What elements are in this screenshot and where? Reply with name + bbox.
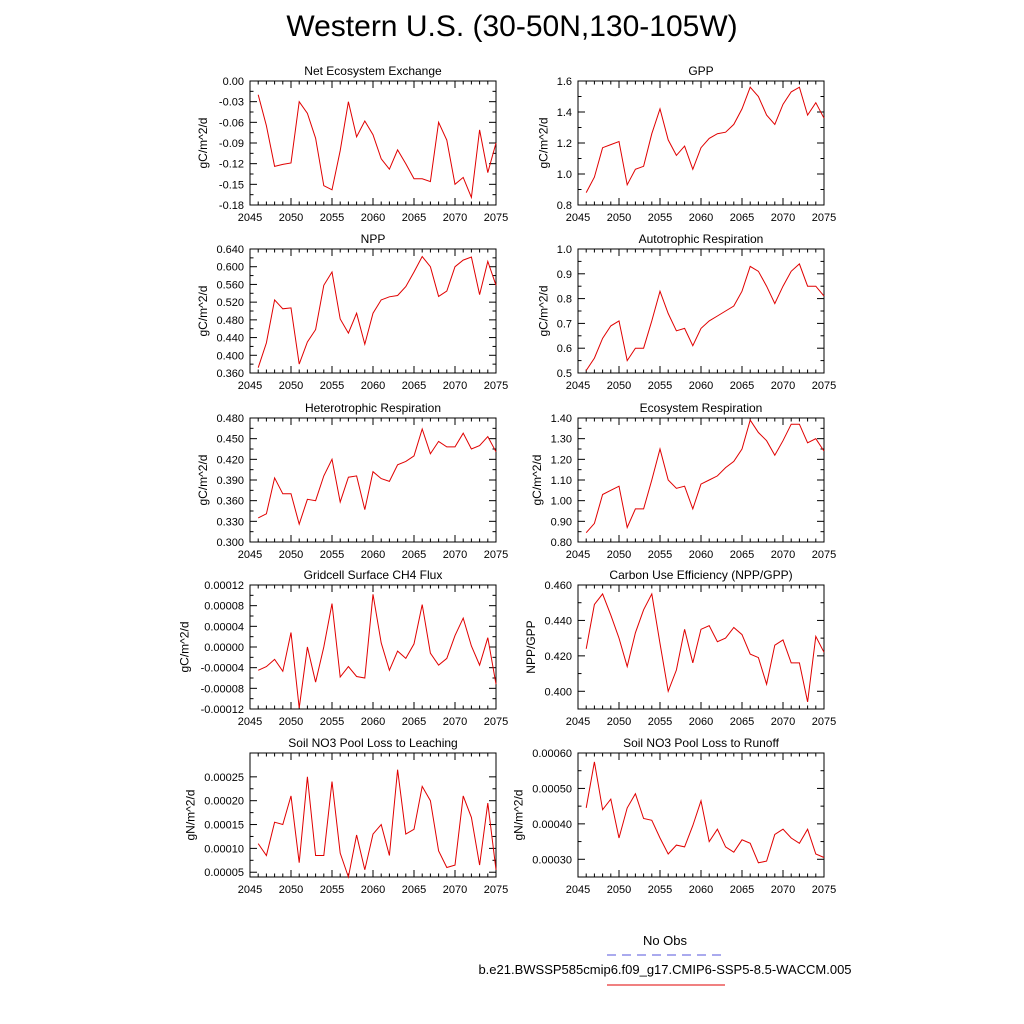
y-tick-label: 0.8 <box>556 200 572 212</box>
x-tick-label: 2045 <box>237 380 263 392</box>
y-tick-label: 0.330 <box>216 516 244 529</box>
x-tick-label: 2065 <box>729 212 755 224</box>
x-tick-label: 2065 <box>401 380 427 392</box>
x-tick-label: 2060 <box>360 212 386 224</box>
x-tick-label: 2050 <box>278 380 304 392</box>
x-tick-label: 2055 <box>647 212 673 224</box>
x-tick-label: 2045 <box>565 212 591 224</box>
y-tick-label: 1.0 <box>556 244 572 256</box>
x-tick-label: 2055 <box>647 884 673 896</box>
series-line <box>258 429 496 524</box>
x-tick-label: 2065 <box>729 884 755 896</box>
x-tick-label: 2045 <box>565 884 591 896</box>
panel-title: Soil NO3 Pool Loss to Leaching <box>288 736 458 750</box>
x-tick-label: 2065 <box>401 884 427 896</box>
y-tick-label: 0.480 <box>216 413 244 425</box>
series-line <box>586 87 824 192</box>
x-tick-label: 2050 <box>606 549 632 561</box>
x-tick-label: 2045 <box>565 716 591 728</box>
panel-8 <box>524 568 836 728</box>
panel-2 <box>536 64 836 224</box>
x-tick-label: 2060 <box>360 380 386 392</box>
y-tick-label: 0.600 <box>216 261 244 274</box>
x-tick-label: 2065 <box>401 716 427 728</box>
legend <box>478 933 851 985</box>
x-tick-label: 2055 <box>319 549 345 561</box>
y-tick-label: 0.5 <box>556 368 572 380</box>
x-tick-label: 2065 <box>401 549 427 561</box>
y-tick-label: 0.00050 <box>532 783 572 796</box>
x-tick-label: 2065 <box>401 212 427 224</box>
panel-title: Ecosystem Respiration <box>639 401 763 415</box>
x-tick-label: 2055 <box>647 549 673 561</box>
x-tick-label: 2060 <box>688 884 714 896</box>
y-axis-label: gC/m^2/d <box>530 454 545 506</box>
y-tick-label: 0.00012 <box>204 580 244 592</box>
x-tick-label: 2045 <box>565 549 591 561</box>
x-tick-label: 2060 <box>688 380 714 392</box>
y-axis-label: NPP/GPP <box>524 620 538 674</box>
series-line <box>586 264 824 371</box>
x-tick-label: 2075 <box>483 549 509 561</box>
panel-title: NPP <box>360 232 386 246</box>
y-axis-label: gN/m^2/d <box>511 789 526 841</box>
y-tick-label: 0.00005 <box>204 867 244 880</box>
plot-frame <box>250 81 496 205</box>
x-tick-label: 2045 <box>237 549 263 561</box>
x-tick-label: 2050 <box>606 212 632 224</box>
x-tick-label: 2070 <box>770 884 796 896</box>
y-tick-label: 0.00015 <box>204 819 244 832</box>
x-tick-label: 2070 <box>770 380 796 392</box>
y-tick-label: 0.640 <box>216 244 244 256</box>
panel-10 <box>512 736 837 896</box>
x-tick-label: 2075 <box>811 549 837 561</box>
x-tick-label: 2065 <box>729 549 755 561</box>
y-tick-label: 0.00000 <box>204 642 244 654</box>
y-tick-label: 0.6 <box>556 343 572 356</box>
plot-frame <box>578 753 824 877</box>
y-tick-label: 0.450 <box>216 433 244 446</box>
y-tick-label: 0.9 <box>556 268 572 281</box>
y-tick-label: 1.2 <box>556 138 572 150</box>
plot-frame <box>250 585 496 709</box>
x-tick-label: 2060 <box>688 549 714 561</box>
y-tick-label: 1.10 <box>550 475 572 487</box>
y-axis-label: gC/m^2/d <box>196 117 210 169</box>
y-tick-label: 0.300 <box>216 537 244 549</box>
y-tick-label: 0.400 <box>544 686 572 699</box>
panel-title: Soil NO3 Pool Loss to Runoff <box>623 736 779 750</box>
x-tick-label: 2075 <box>483 212 509 224</box>
x-tick-label: 2070 <box>442 212 468 224</box>
x-tick-label: 2050 <box>606 884 632 896</box>
y-tick-label: 0.440 <box>544 615 572 628</box>
panel-9 <box>184 736 509 896</box>
y-tick-label: 0.80 <box>550 537 572 549</box>
y-tick-label: 1.6 <box>556 76 572 88</box>
y-tick-label: 0.460 <box>544 580 572 592</box>
y-tick-label: 0.480 <box>216 314 244 327</box>
x-tick-label: 2070 <box>770 716 796 728</box>
y-tick-label: 0.00 <box>222 76 244 88</box>
plot-frame <box>250 753 496 877</box>
x-tick-label: 2075 <box>483 884 509 896</box>
panels-group <box>177 64 836 896</box>
x-tick-label: 2050 <box>278 549 304 561</box>
y-tick-label: 0.00010 <box>204 843 244 856</box>
legend-obs-label: No Obs <box>642 933 688 948</box>
x-tick-label: 2065 <box>729 380 755 392</box>
series-line <box>586 594 824 702</box>
plot-frame <box>578 249 824 373</box>
x-tick-label: 2060 <box>360 884 386 896</box>
plot-frame <box>250 249 496 373</box>
plot-frame <box>578 585 824 709</box>
y-tick-label: 0.00060 <box>532 748 572 760</box>
y-axis-label: gC/m^2/d <box>196 285 210 337</box>
y-tick-label: 1.00 <box>550 495 572 508</box>
panel-title: Gridcell Surface CH4 Flux <box>303 568 443 582</box>
panel-title: Carbon Use Efficiency (NPP/GPP) <box>609 568 793 582</box>
panel-7 <box>177 568 508 728</box>
y-axis-label: gC/m^2/d <box>536 117 551 169</box>
panel-3 <box>196 232 508 392</box>
x-tick-label: 2055 <box>647 716 673 728</box>
y-tick-label: 0.560 <box>216 279 244 292</box>
y-tick-label: 1.40 <box>550 413 572 425</box>
x-tick-label: 2070 <box>442 549 468 561</box>
x-tick-label: 2075 <box>483 380 509 392</box>
y-tick-label: 0.00040 <box>532 818 572 831</box>
y-tick-label: 0.440 <box>216 332 244 345</box>
y-tick-label: 1.4 <box>556 107 572 119</box>
y-tick-label: 0.520 <box>216 297 244 310</box>
y-tick-label: -0.00004 <box>200 662 244 675</box>
x-tick-label: 2070 <box>770 212 796 224</box>
x-tick-label: 2070 <box>442 716 468 728</box>
x-tick-label: 2050 <box>606 716 632 728</box>
x-tick-label: 2065 <box>729 716 755 728</box>
series-line <box>258 257 496 368</box>
y-tick-label: 0.400 <box>216 350 244 363</box>
x-tick-label: 2045 <box>237 884 263 896</box>
y-axis-label: gC/m^2/d <box>196 454 210 506</box>
y-tick-label: 0.00004 <box>204 621 244 634</box>
x-tick-label: 2055 <box>319 380 345 392</box>
y-tick-label: -0.12 <box>218 158 244 171</box>
x-tick-label: 2055 <box>319 716 345 728</box>
x-tick-label: 2055 <box>319 884 345 896</box>
panel-title: Net Ecosystem Exchange <box>304 64 442 78</box>
y-tick-label: 0.390 <box>216 475 244 487</box>
y-tick-label: -0.00008 <box>200 683 244 696</box>
y-tick-label: -0.18 <box>218 200 244 212</box>
series-line <box>258 594 496 708</box>
x-tick-label: 2075 <box>483 716 509 728</box>
y-tick-label: -0.03 <box>218 96 244 109</box>
x-tick-label: 2060 <box>688 716 714 728</box>
x-tick-label: 2050 <box>606 380 632 392</box>
x-tick-label: 2045 <box>237 716 263 728</box>
x-tick-label: 2050 <box>278 716 304 728</box>
y-tick-label: 0.00008 <box>204 600 244 613</box>
y-tick-label: 0.7 <box>556 318 572 331</box>
x-tick-label: 2060 <box>360 549 386 561</box>
y-tick-label: 0.8 <box>556 293 572 306</box>
y-tick-label: 0.420 <box>216 454 244 467</box>
y-tick-label: 0.360 <box>216 495 244 508</box>
y-axis-label: gC/m^2/d <box>536 285 551 337</box>
series-line <box>586 762 824 863</box>
x-tick-label: 2070 <box>442 884 468 896</box>
panel-4 <box>536 232 836 392</box>
y-tick-label: -0.00012 <box>200 704 244 716</box>
x-tick-label: 2075 <box>811 380 837 392</box>
x-tick-label: 2050 <box>278 212 304 224</box>
y-tick-label: 1.0 <box>556 169 572 181</box>
x-tick-label: 2060 <box>360 716 386 728</box>
y-tick-label: 0.360 <box>216 368 244 380</box>
x-tick-label: 2055 <box>647 380 673 392</box>
x-tick-label: 2055 <box>319 212 345 224</box>
x-tick-label: 2070 <box>770 549 796 561</box>
y-tick-label: -0.06 <box>218 117 244 130</box>
series-line <box>258 95 496 198</box>
y-tick-label: 0.00030 <box>532 854 572 867</box>
panel-5 <box>196 401 508 561</box>
plot-frame <box>250 418 496 542</box>
panel-title: Autotrophic Respiration <box>638 232 764 246</box>
plot-frame <box>578 418 824 542</box>
y-tick-label: 1.20 <box>550 454 572 467</box>
x-tick-label: 2070 <box>442 380 468 392</box>
panel-title: Heterotrophic Respiration <box>304 401 442 415</box>
y-tick-label: 0.00020 <box>204 795 244 808</box>
x-tick-label: 2045 <box>565 380 591 392</box>
panel-6 <box>530 401 836 561</box>
x-tick-label: 2060 <box>688 212 714 224</box>
y-tick-label: -0.09 <box>218 138 244 150</box>
y-tick-label: 1.30 <box>550 433 572 446</box>
y-axis-label: gN/m^2/d <box>183 789 198 841</box>
x-tick-label: 2045 <box>237 212 263 224</box>
y-tick-label: -0.15 <box>218 179 244 192</box>
x-tick-label: 2075 <box>811 716 837 728</box>
panel-1 <box>196 64 508 224</box>
x-tick-label: 2050 <box>278 884 304 896</box>
x-tick-label: 2075 <box>811 884 837 896</box>
main-title: Western U.S. (30-50N,130-105W) <box>286 10 738 43</box>
series-line <box>258 770 496 877</box>
y-tick-label: 0.420 <box>544 650 572 663</box>
series-line <box>586 420 824 533</box>
x-tick-label: 2075 <box>811 212 837 224</box>
y-tick-label: 0.00025 <box>204 771 244 784</box>
y-axis-label: gC/m^2/d <box>177 621 192 673</box>
panel-title: GPP <box>688 64 714 78</box>
legend-model-label: b.e21.BWSSP585cmip6.f09_g17.CMIP6-SSP5-8.5-WACCM.005 <box>478 962 852 977</box>
y-tick-label: 0.90 <box>550 516 572 529</box>
